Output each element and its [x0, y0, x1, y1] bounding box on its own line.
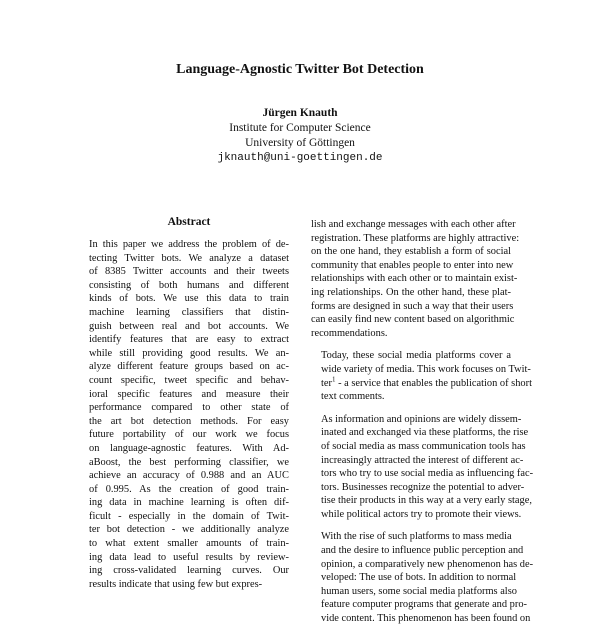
body-line: tise their products in this way at a very early stage,	[321, 495, 532, 507]
author-block	[0, 106, 600, 166]
abstract-line: kinds of bots. We use this data to train	[89, 293, 289, 305]
body-line: As information and opinions are widely dissem-	[321, 413, 522, 425]
body-paragraph	[311, 413, 534, 522]
body-paragraph	[311, 218, 520, 340]
body-line: relationships with each other or to maintain exist-	[311, 273, 518, 285]
body-paragraph	[311, 530, 534, 625]
abstract-line: ter bot detection - we additionally analyze	[89, 524, 289, 536]
body-line: tors who try to use social media as influencing fac-	[321, 468, 534, 480]
body-line: ing relationships. On the other hand, these plat-	[311, 286, 511, 298]
body-line: human users, some social media platforms also	[321, 585, 517, 597]
body-line: inated and exchanged via these platforms, the rise	[321, 427, 529, 439]
author-name: Jürgen Knauth	[262, 107, 338, 119]
paper-title: Language-Agnostic Twitter Bot Detection	[176, 62, 424, 77]
abstract-line: ing cross-validated learning curves. Our	[89, 565, 289, 577]
body-line: recommendations.	[311, 327, 388, 339]
abstract-heading: Abstract	[167, 216, 211, 228]
abstract-line: tecting Twitter bots. We analyze a dataset	[89, 252, 289, 264]
abstract-line: consisting of both humans and different	[89, 279, 289, 291]
body-line: tors. Businesses recognize the potential to adver-	[321, 481, 525, 493]
body-line: increasingly attracted the interest of different ac-	[321, 454, 524, 466]
abstract-line: guish between real and bot accounts. We	[89, 320, 289, 332]
author-affiliation-institute: Institute for Computer Science	[229, 122, 371, 134]
body-line: wide variety of media. This work focuses on Twit-	[321, 363, 531, 375]
body-line: forms are designed in such a way that their users	[311, 300, 514, 312]
body-line: veloped: The use of bots. In addition to normal	[321, 572, 517, 584]
body-line: of social media as mass communication tools has	[321, 440, 526, 452]
body-line: and the desire to influence public perception and	[321, 545, 524, 557]
body-line: text comments.	[321, 391, 385, 403]
abstract-line: count specific, tweet specific and behav-	[89, 374, 289, 386]
abstract-line: achieve an accuracy of 0.988 and an AUC	[89, 470, 289, 482]
abstract-line: ficult - especially in the domain of Twit-	[89, 510, 289, 522]
abstract-line: identify features that are easy to extract	[89, 334, 289, 346]
abstract-line: machine learning classifiers that distin-	[89, 306, 289, 318]
body-line: opinion, a comparatively new phenomenon has de-	[321, 558, 534, 570]
author-email[interactable]: jknauth@uni-goettingen.de	[217, 152, 383, 164]
abstract-line: the art bot detection methods. For easy	[89, 415, 289, 427]
body-line: lish and exchange messages with each other after	[311, 219, 516, 230]
body-line: on the one hand, they establish a form of social	[311, 246, 511, 258]
body-line: registration. These platforms are highly attractive:	[311, 232, 520, 244]
abstract-line: results indicate that using few but expres-	[89, 578, 263, 590]
author-affiliation-university: University of Göttingen	[245, 137, 355, 149]
body-line: feature computer programs that generate and pro-	[321, 599, 527, 611]
abstract-line: performance compared to other state of	[89, 402, 289, 414]
abstract-line: aBoost, the best performing classifier, we	[89, 456, 289, 468]
abstract-line: to what extent smaller amounts of train-	[89, 538, 289, 550]
body-line: With the rise of such platforms to mass media	[321, 531, 512, 543]
abstract-line: future portability of our work we focus	[89, 429, 289, 441]
footnote-marker[interactable]: 1	[331, 375, 336, 384]
body-line: ter$^1$ - a service that enables the publication of short	[321, 375, 532, 389]
body-line: can easily find new content based on algorithmic	[311, 314, 515, 326]
abstract-line: ioral specific features and measure their	[89, 388, 289, 400]
body-line: Today, these social media platforms cover a	[321, 350, 511, 362]
abstract-line: In this paper we address the problem of de-	[89, 239, 289, 250]
abstract-text	[89, 238, 289, 591]
abstract-line: on language-agnostic features. With Ad-	[89, 442, 289, 454]
abstract-line: ing data lead to useful results by review-	[89, 551, 289, 563]
body-line: while political actors try to promote their views.	[321, 508, 522, 520]
body-paragraph	[311, 349, 532, 403]
abstract-line: while still providing good results. We an-	[89, 347, 289, 359]
abstract-line: ing data in machine learning is often dif-	[89, 497, 289, 509]
body-line: community that enables people to enter into new	[311, 259, 514, 271]
body-line: vide content. This phenomenon has been found on	[321, 613, 531, 625]
introduction-text	[311, 218, 534, 635]
abstract-line: of 0.995. As the creation of good train-	[89, 483, 289, 495]
abstract-line: alyze different feature groups based on ac-	[89, 361, 289, 373]
abstract-line: of 8385 Twitter accounts and their tweets	[89, 266, 289, 278]
